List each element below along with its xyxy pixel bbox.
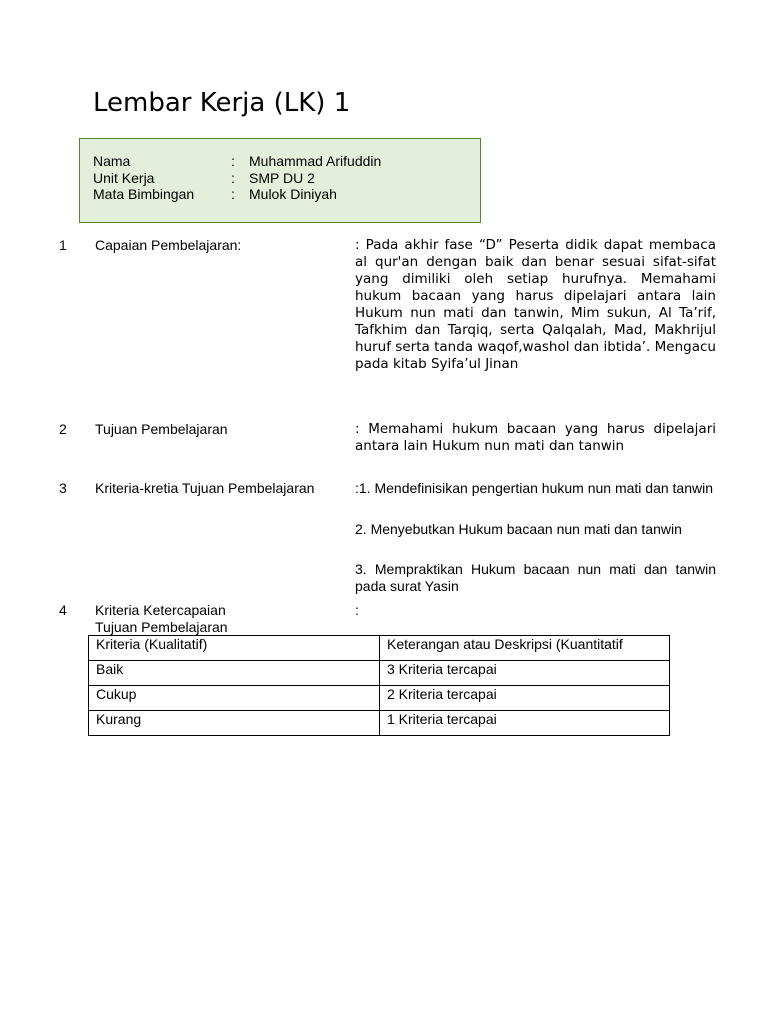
table-header-cell: Keterangan atau Deskripsi (Kuantitatif [380, 636, 670, 661]
table-cell: 3 Kriteria tercapai [380, 661, 670, 686]
item-label: Kriteria Ketercapaian [95, 602, 226, 618]
table-cell: Cukup [89, 686, 380, 711]
table-row [89, 661, 670, 686]
info-label: Nama [93, 153, 131, 169]
table-cell: 2 Kriteria tercapai [380, 686, 670, 711]
identity-box [79, 138, 481, 223]
info-label: Mata Bimbingan [93, 186, 195, 202]
table-header-cell: Kriteria (Kualitatif) [89, 636, 380, 661]
info-label: Unit Kerja [93, 170, 155, 186]
info-value: Mulok Diniyah [249, 186, 337, 202]
info-separator: : [231, 170, 235, 186]
item-value: : Memahami hukum bacaan yang harus dipelajari antara lain Hukum nun mati dan tanwin [355, 421, 716, 454]
item-label: Tujuan Pembelajaran [95, 619, 228, 635]
info-value: SMP DU 2 [249, 170, 315, 186]
item-value: :1. Mendefinisikan pengertian hukum nun mati dan tanwin [355, 480, 713, 496]
item-value: 2. Menyebutkan Hukum bacaan nun mati dan tanwin [355, 521, 682, 537]
item-label: Tujuan Pembelajaran [95, 421, 228, 437]
item-number: 4 [59, 602, 67, 618]
item-value: : [355, 602, 359, 618]
info-value: Muhammad Arifuddin [249, 153, 382, 169]
table-row [89, 711, 670, 736]
item-label: Kriteria-kretia Tujuan Pembelajaran [95, 480, 315, 496]
table-header-row [89, 636, 670, 661]
table-cell: Kurang [89, 711, 380, 736]
item-value: 3. Mempraktikan Hukum bacaan nun mati dan tanwin pada surat Yasin [355, 561, 716, 594]
table-row [89, 686, 670, 711]
table-cell: 1 Kriteria tercapai [380, 711, 670, 736]
item-label: Capaian Pembelajaran: [95, 237, 242, 253]
page-title: Lembar Kerja (LK) 1 [93, 88, 351, 118]
table-cell: Baik [89, 661, 380, 686]
criteria-table [88, 635, 670, 736]
item-number: 1 [59, 237, 67, 253]
info-separator: : [231, 186, 235, 202]
item-number: 2 [59, 421, 67, 437]
info-separator: : [231, 153, 235, 169]
item-number: 3 [59, 480, 67, 496]
item-value: : Pada akhir fase “D” Peserta didik dapat membaca al qur'an dengan baik dan benar sesuai sifat-sifat yang dimiliki oleh setiap hurufnya. Memahami hukum bacaan yang harus dipelajari antara lain Hukum nun mati dan tanwin, Mim sukun, Al Ta’rif, Tafkhim dan Tarqiq, serta Qalqalah, Mad, Makhrijul huruf serta tanda waqof,washol dan ibtida’. Mengacu pada kitab Syifa’ul Jinan [355, 237, 716, 372]
